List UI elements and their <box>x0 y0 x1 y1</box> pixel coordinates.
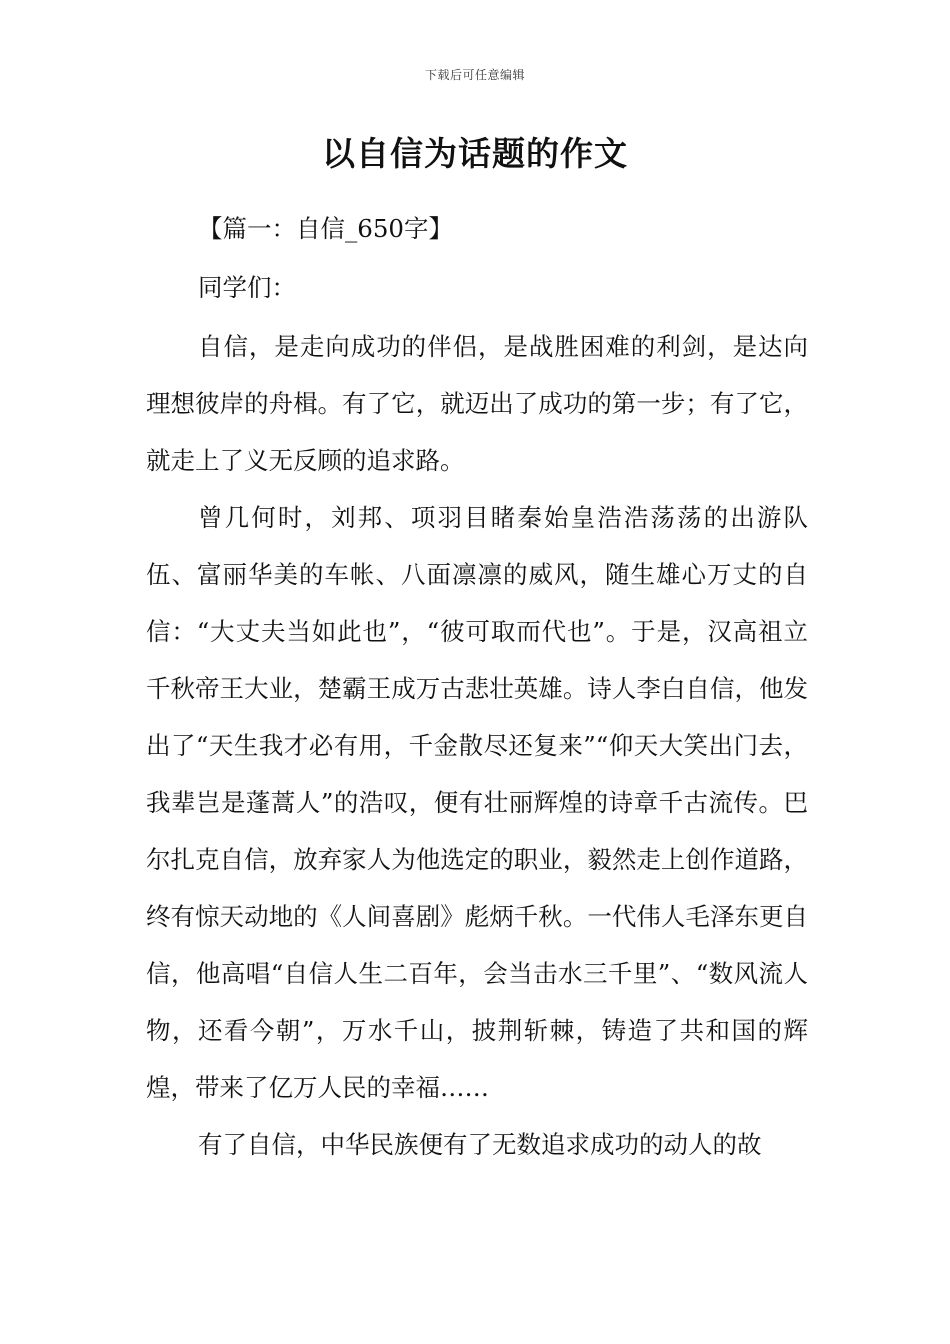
section-label: 【篇一：自信_650字】 <box>198 214 454 243</box>
document-title: 以自信为话题的作文 <box>322 134 628 173</box>
paragraph-3: 有了自信，中华民族便有了无数追求成功的动人的故 <box>198 1130 762 1159</box>
document-body <box>146 200 808 1173</box>
paragraph-2: 曾几何时，刘邦、项羽目睹秦始皇浩浩荡荡的出游队伍、富丽华美的车帐、八面凛凛的威风，随生雄心万丈的自信：“大丈夫当如此也”，“彼可取而代也”。于是，汉高祖立千秋帝王大业，楚霸王成万古悲壮英雄。诗人李白自信，他发出了“天生我才必有用，千金散尽还复来”“仰天大笑出门去，我辈岂是蓬蒿人”的浩叹，便有壮丽辉煌的诗章千古流传。巴尔扎克自信，放弃家人为他选定的职业，毅然走上创作道路，终有惊天动地的《人间喜剧》彪炳千秋。一代伟人毛泽东更自信，他高唱“自信人生二百年，会当击水三千里”、“数风流人物，还看今朝”，万水千山，披荆斩棘，铸造了共和国的辉煌，带来了亿万人民的幸福…… <box>146 503 808 1102</box>
page-header-note: 下载后可任意编辑 <box>424 68 525 82</box>
paragraph-1: 自信，是走向成功的伴侣，是战胜困难的利剑，是达向理想彼岸的舟楫。有了它，就迈出了成功的第一步；有了它，就走上了义无反顾的追求路。 <box>146 332 808 475</box>
greeting-line: 同学们： <box>198 273 296 302</box>
